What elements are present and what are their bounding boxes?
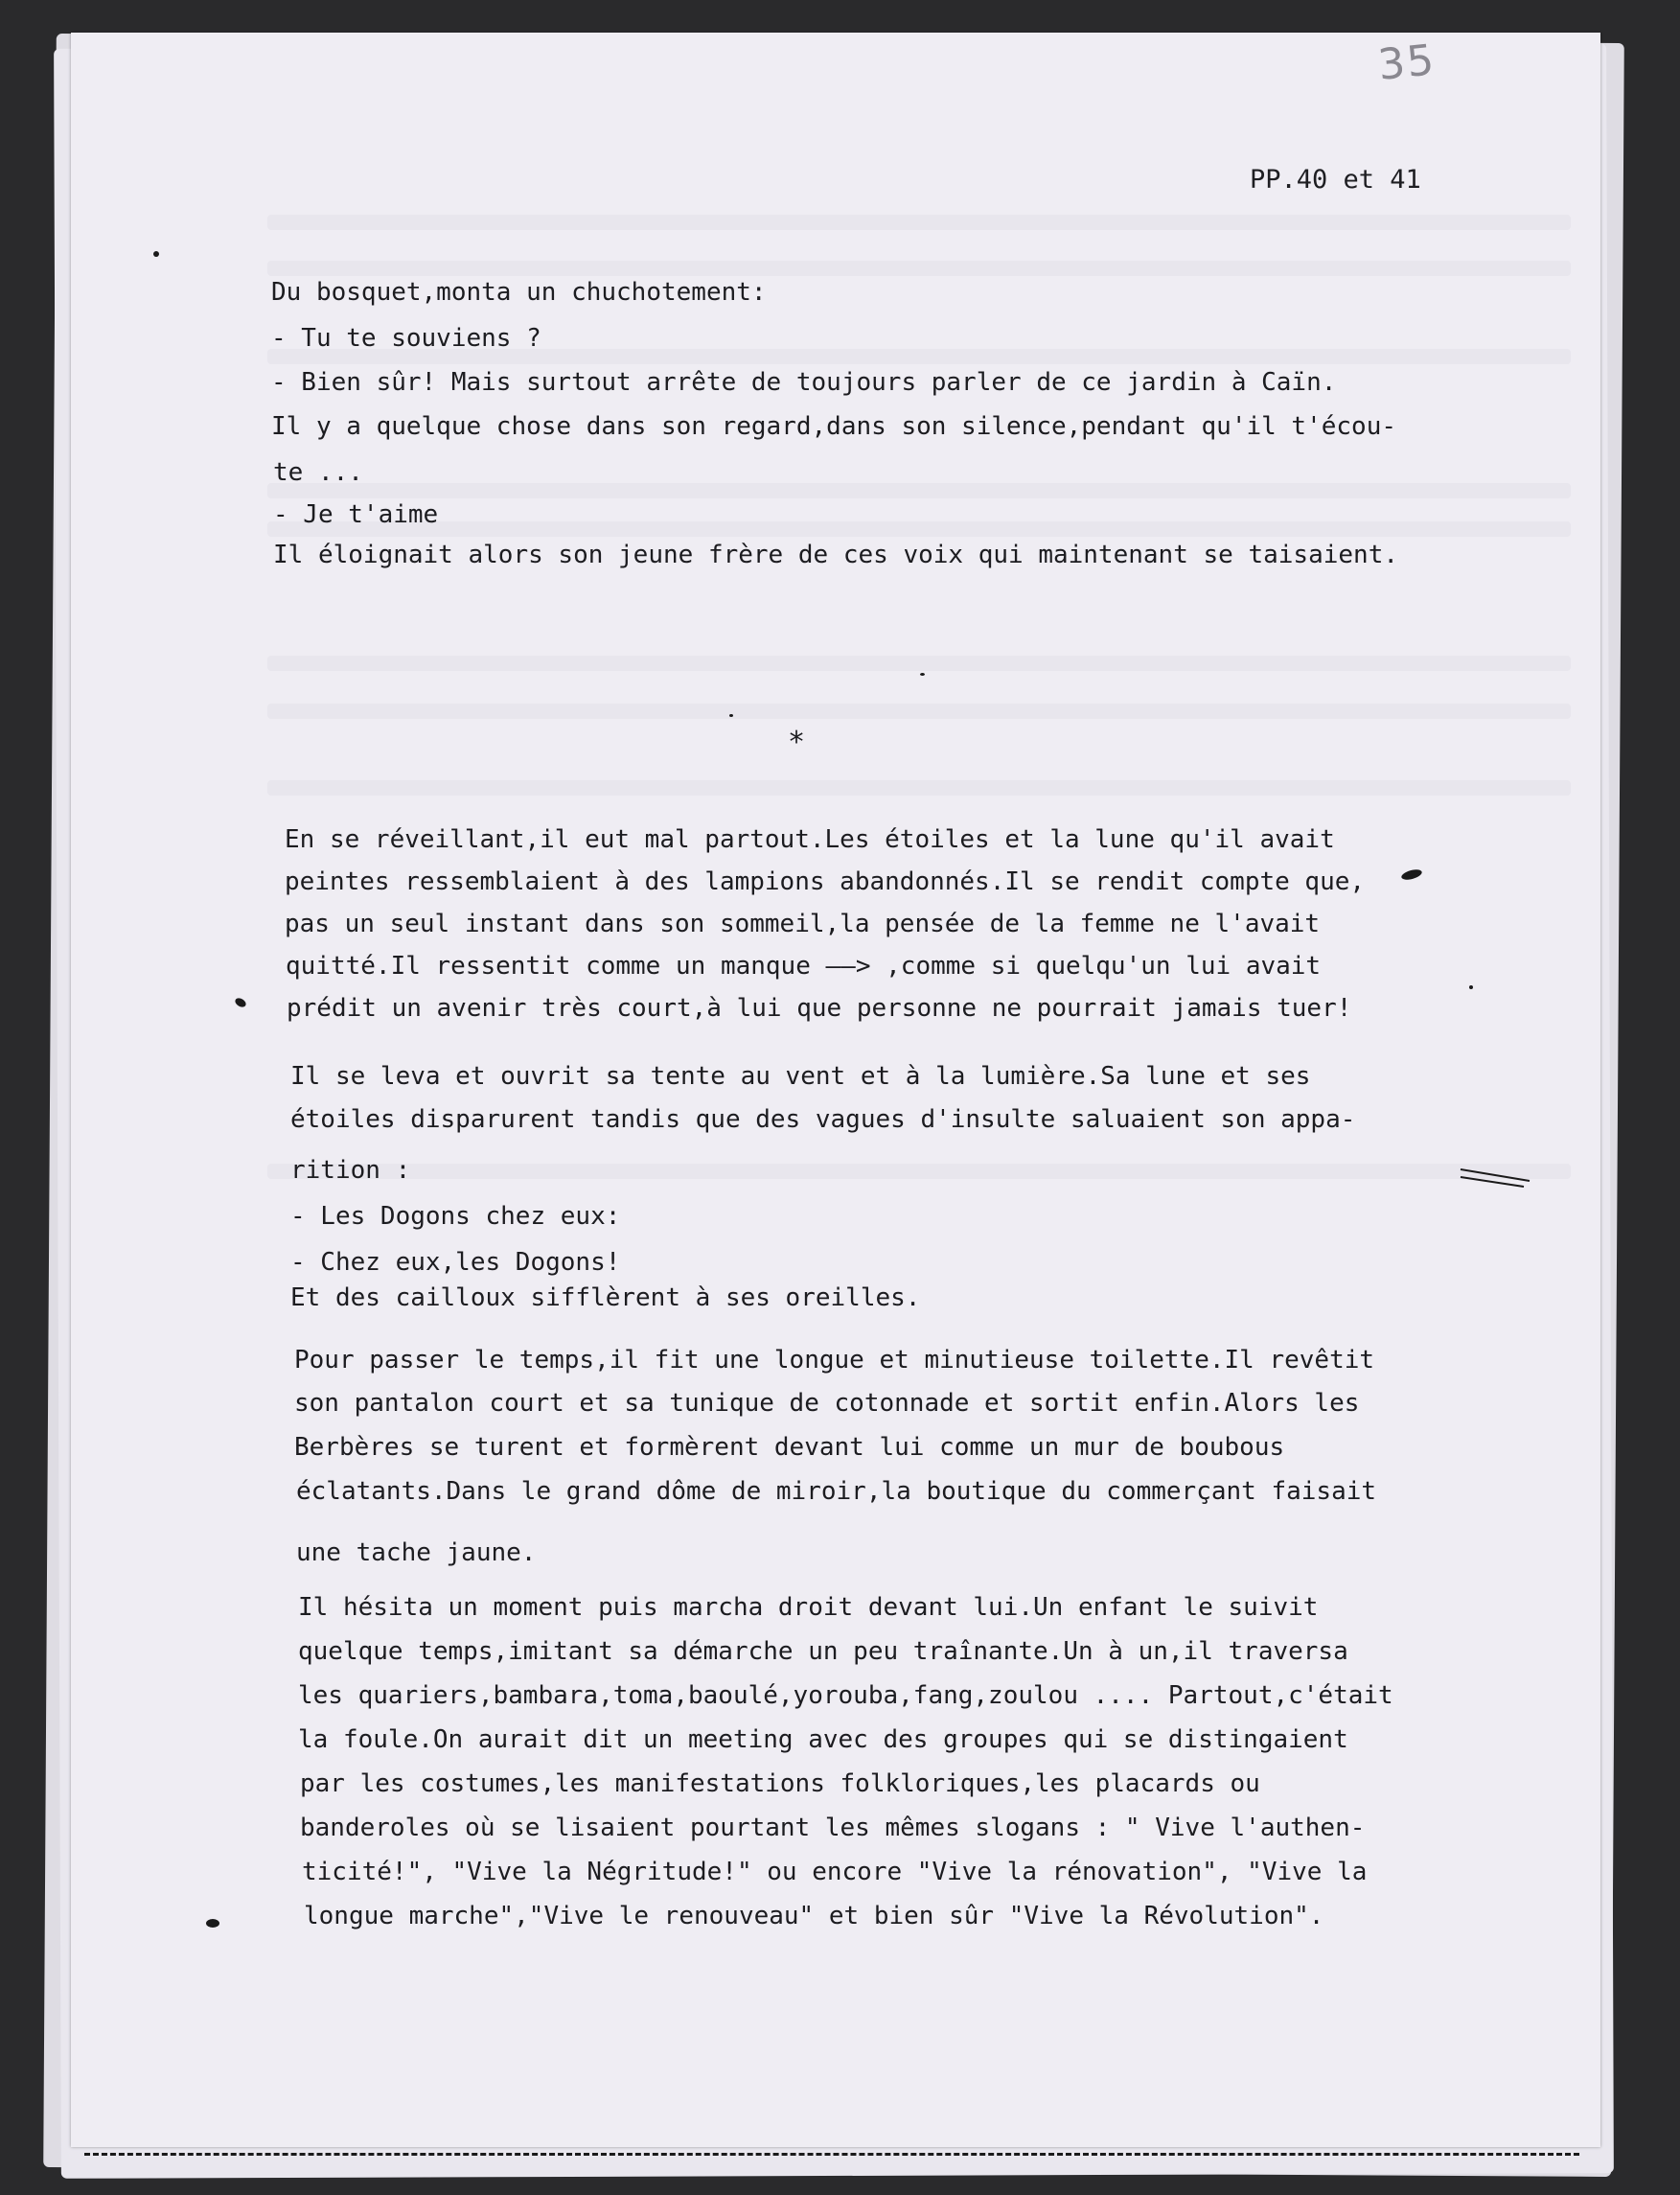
text-line: - Bien sûr! Mais surtout arrête de toujours parler de ce jardin à Caïn. — [271, 368, 1337, 397]
text-line: son pantalon court et sa tunique de cotonnade et sortit enfin.Alors les — [294, 1389, 1360, 1418]
page-reference: PP.40 et 41 — [1250, 165, 1421, 195]
text-line: banderoles où se lisaient pourtant les mêmes slogans : " Vive l'authen- — [300, 1814, 1366, 1842]
text-line: Il éloignait alors son jeune frère de ces voix qui maintenant se taisaient. — [273, 541, 1398, 569]
text-line: te ... — [273, 458, 363, 487]
ink-speck — [1469, 985, 1473, 989]
text-line: Il hésita un moment puis marcha droit devant lui.Un enfant le suivit — [298, 1593, 1319, 1622]
text-line: les quariers,bambara,toma,baoulé,yorouba,fang,zoulou .... Partout,c'était — [298, 1681, 1393, 1710]
ink-speck — [153, 251, 159, 257]
text-line: Du bosquet,monta un chuchotement: — [271, 278, 767, 307]
ink-speck — [920, 673, 925, 676]
text-line: - Tu te souviens ? — [271, 324, 541, 353]
show-through — [267, 261, 1571, 276]
text-line: la foule.On aurait dit un meeting avec des groupes qui se distingaient — [298, 1725, 1348, 1754]
show-through — [267, 780, 1571, 796]
text-line: rition : — [290, 1156, 411, 1185]
show-through — [267, 483, 1571, 498]
text-line: peintes ressemblaient à des lampions abandonnés.Il se rendit compte que, — [285, 867, 1366, 896]
text-line: Il y a quelque chose dans son regard,dans son silence,pendant qu'il t'écou- — [271, 412, 1396, 441]
show-through — [267, 656, 1571, 671]
text-line: En se réveillant,il eut mal partout.Les étoiles et la lune qu'il avait — [285, 825, 1335, 854]
ink-speck — [729, 714, 733, 717]
text-line: longue marche","Vive le renouveau" et bien sûr "Vive la Révolution". — [304, 1902, 1324, 1930]
text-line: Berbères se turent et formèrent devant lui comme un mur de boubous — [294, 1433, 1285, 1462]
ink-speck — [206, 1919, 219, 1928]
show-through — [267, 215, 1571, 230]
text-line: - Les Dogons chez eux: — [290, 1202, 621, 1231]
text-line: pas un seul instant dans son sommeil,la pensée de la femme ne l'avait — [285, 910, 1321, 938]
text-line: Et des cailloux sifflèrent à ses oreilles. — [290, 1283, 921, 1312]
text-line: par les costumes,les manifestations folkloriques,les placards ou — [300, 1769, 1260, 1798]
text-line: prédit un avenir très court,à lui que personne ne pourrait jamais tuer! — [287, 994, 1352, 1023]
handwritten-page-number: 35 — [1375, 35, 1438, 90]
text-line: Il se leva et ouvrit sa tente au vent et à la lumière.Sa lune et ses — [290, 1062, 1311, 1091]
section-separator: * — [788, 726, 806, 759]
text-line: - Chez eux,les Dogons! — [290, 1248, 621, 1277]
text-line: éclatants.Dans le grand dôme de miroir,la boutique du commerçant faisait — [296, 1477, 1377, 1506]
show-through — [267, 521, 1571, 537]
show-through — [267, 704, 1571, 719]
page-bottom-edge — [84, 2153, 1579, 2161]
show-through — [267, 1164, 1571, 1179]
pencil-mark — [1457, 1160, 1533, 1198]
text-line: ticité!", "Vive la Négritude!" ou encore "Vive la rénovation", "Vive la — [302, 1858, 1368, 1886]
text-line: - Je t'aime — [273, 500, 439, 529]
text-line: Pour passer le temps,il fit une longue et minutieuse toilette.Il revêtit — [294, 1346, 1375, 1375]
text-line: étoiles disparurent tandis que des vagues d'insulte saluaient son appa- — [290, 1105, 1356, 1134]
text-line: quelque temps,imitant sa démarche un peu traînante.Un à un,il traversa — [298, 1637, 1348, 1666]
text-line: une tache jaune. — [296, 1538, 537, 1567]
text-line: quitté.Il ressentit comme un manque ——> ,comme si quelqu'un lui avait — [286, 952, 1322, 981]
